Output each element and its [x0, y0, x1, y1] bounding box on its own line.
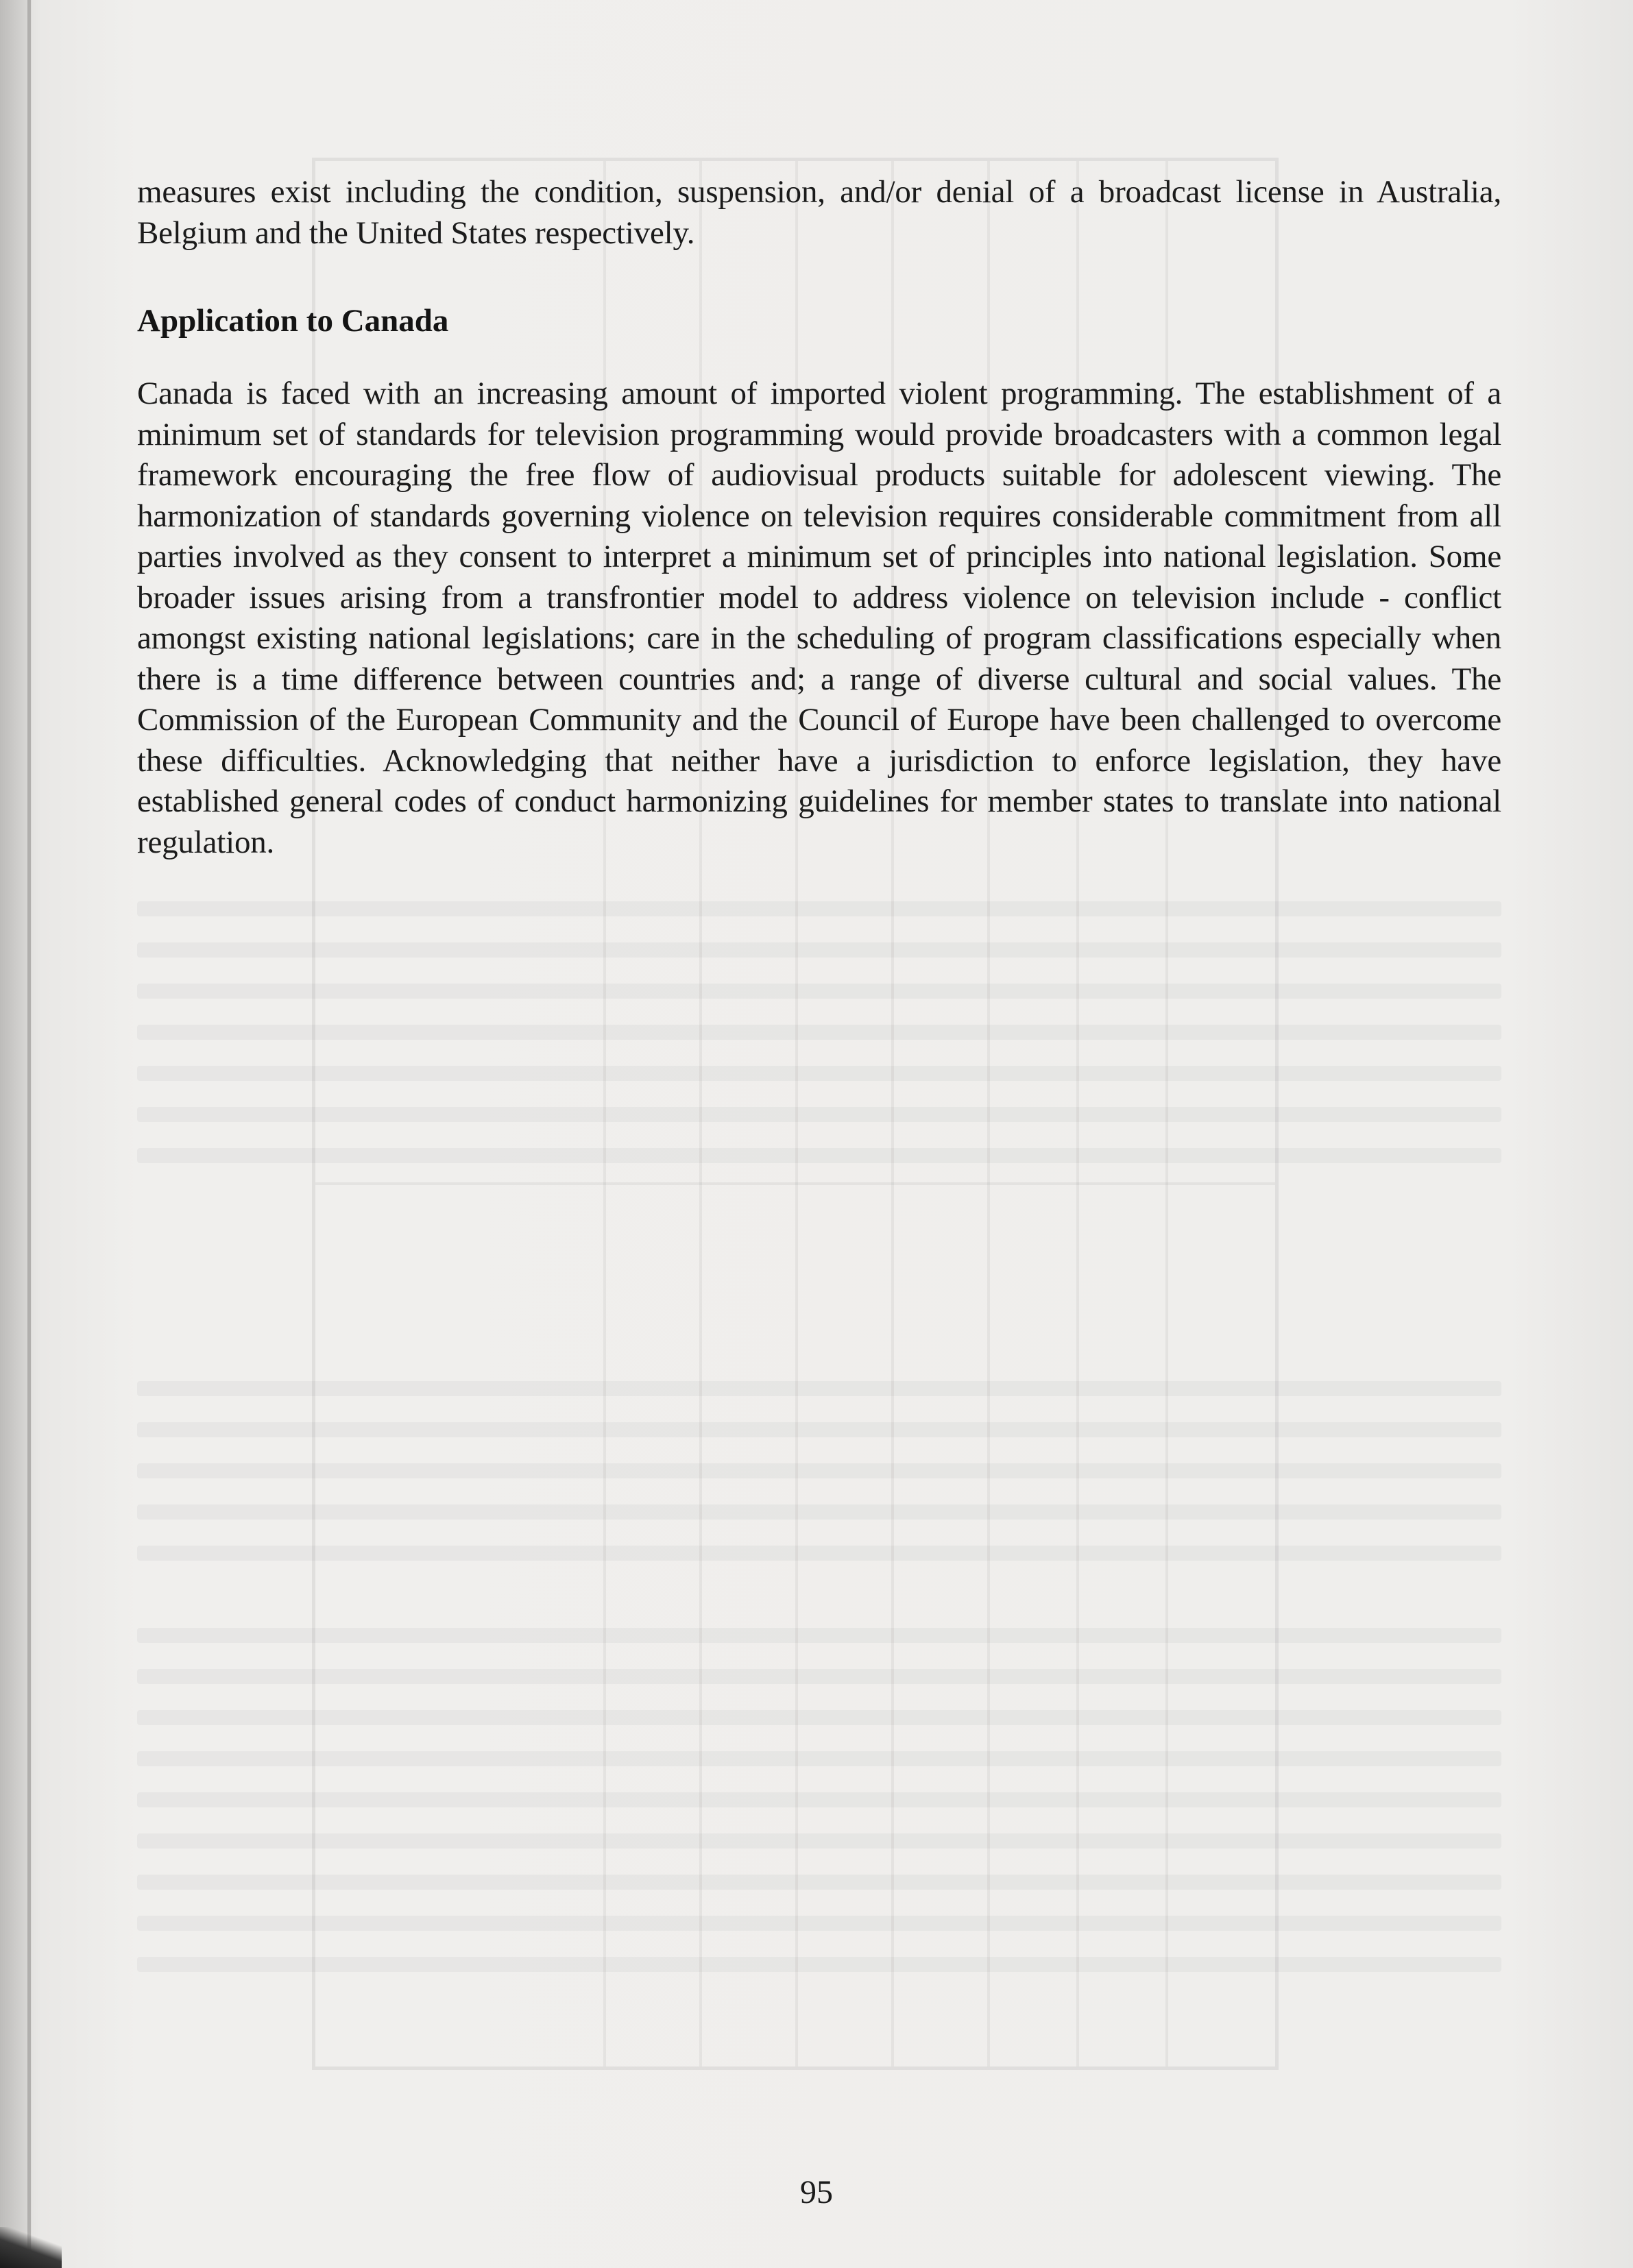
page-number: 95 — [800, 2174, 833, 2210]
bleed-text-line — [137, 1504, 1501, 1520]
bleed-text-line — [137, 1628, 1501, 1643]
bleed-text-line — [137, 1669, 1501, 1684]
bleed-text-line — [137, 1792, 1501, 1807]
bleed-text-line — [137, 1546, 1501, 1561]
bleed-text-line — [137, 1066, 1501, 1081]
paragraph-intro: measures exist including the condition, suspension, and/or denial of a broadcast license in Australia, Belgium and the United States respectively. — [137, 174, 1501, 251]
bleed-text-line — [137, 1148, 1501, 1163]
bleed-text-line — [137, 1833, 1501, 1849]
bleed-text-line — [137, 1422, 1501, 1437]
paragraph-main: Canada is faced with an increasing amount of imported violent programming. The establishment of a minimum set of standards for television programming would provide broadcasters with a common legal framework encouraging the free flow of audiovisual products suitable for adolescent viewing. The harmonization of standards governing violence on television requires considerable commitment from all parties involved as they consent to interpret a minimum set of principles into national legislation. Some broader issues arising from a transfrontier model to address violence on television include - conflict amongst existing national legislations; care in the scheduling of program classifications especially when there is a time difference between countries and; a range of diverse cultural and social values. The Commission of the European Community and the Council of Europe have been challenged to overcome these difficulties. Acknowledging that neither have a jurisdiction to enforce legislation, they have established general codes of conduct harmonizing guidelines for member states to translate into national regulation. — [137, 376, 1501, 860]
bleed-text-line — [137, 1025, 1501, 1040]
bleed-text-line — [137, 1107, 1501, 1122]
bleed-text-line — [137, 1463, 1501, 1478]
bleed-row-line — [315, 1182, 1275, 1185]
bleed-text-line — [137, 1916, 1501, 1931]
bleed-text-line — [137, 1710, 1501, 1725]
bleed-text-line — [137, 1875, 1501, 1890]
bleed-text-line — [137, 1751, 1501, 1766]
bleed-text-line — [137, 1381, 1501, 1396]
bleed-text-line — [137, 901, 1501, 916]
bleed-text-line — [137, 942, 1501, 958]
section-heading: Application to Canada — [137, 303, 449, 339]
binding-edge — [27, 0, 31, 2268]
bleed-text-line — [137, 1957, 1501, 1972]
page-corner-shadow — [0, 2227, 62, 2268]
bleed-text-line — [137, 984, 1501, 999]
